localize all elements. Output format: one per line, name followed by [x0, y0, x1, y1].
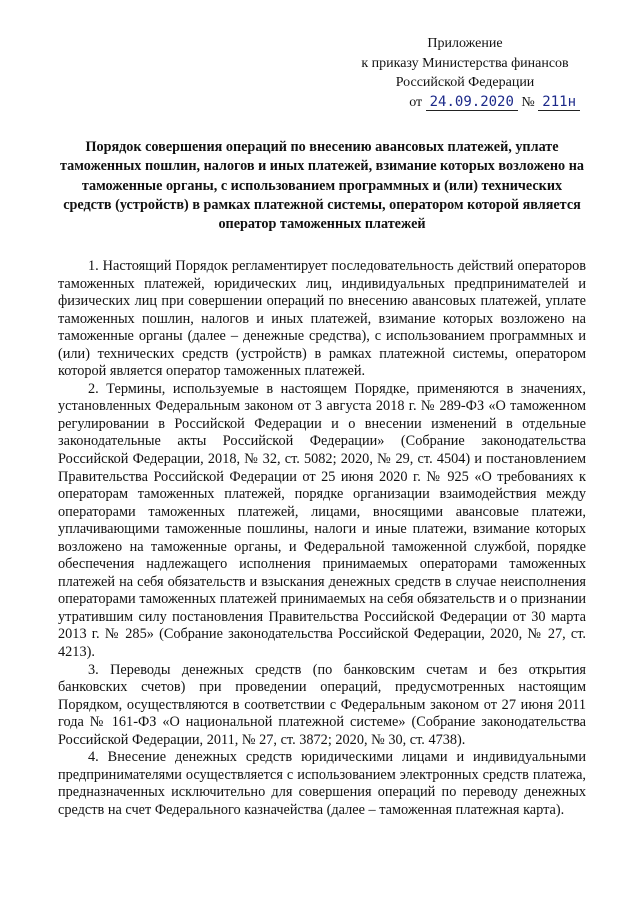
approval-order-ref: к приказу Министерства финансов	[361, 55, 569, 71]
handwritten-date: 24.09.2020	[426, 95, 518, 111]
paragraph-1: 1. Настоящий Порядок регламентирует последовательность действий операторов таможенных платежей, юридических лиц, индивидуальных предпринимателей и физических лиц при совершении операций по внесению авансовых платежей, уплате таможенных пошлин, налогов и иных платежей, взимание которых возложено на таможенные органы (далее – денежные средства), с использованием программных и (или) технических средств (устройств) в рамках платежной системы, оператором которой является оператор таможенных платежей.	[58, 258, 586, 380]
handwritten-number: 211н	[538, 95, 580, 111]
date-prefix: от	[409, 94, 423, 110]
paragraph-4: 4. Внесение денежных средств юридическими лицами и индивидуальными предпринимателями осуществляется с использованием электронных средств платежа, предназначенных исключительно для совершения операций по переводу денежных средств на счет Федерального казначейства (далее – таможенная платежная карта).	[58, 749, 586, 818]
approval-country: Российской Федерации	[395, 75, 535, 90]
paragraph-3: 3. Переводы денежных средств (по банковским счетам и без открытия банковских счетов) при проведении операций, предусмотренных настоящим Порядком, осуществляются в соответствии с Федеральным законом от 27 июня 2011 года № 161-ФЗ «О национальной платежной системе» (Собрание законодательства Российской Федерации, 2011, № 27, ст. 3872; 2020, № 30, ст. 4738).	[58, 661, 586, 748]
approval-heading: Приложение	[427, 36, 503, 51]
document-body	[58, 258, 586, 820]
approval-block	[340, 34, 590, 112]
paragraph-2: 2. Термины, используемые в настоящем Порядке, применяются в значениях, установленных Федеральным законом от 3 августа 2018 г. № 289-ФЗ «О таможенном регулировании в Российской Федерации и о внесении изменений в отдельные законодательные акты Российской Федерации» (Собрание законодательства Российской Федерации, 2018, № 32, ст. 5082; 2020, № 29, ст. 4504) и постановлением Правительства Российской Федерации от 25 июня 2020 г. № 925 «О требованиях к операторам таможенных платежей, порядке организации взаимодействия между операторами таможенных платежей, лицами, вносящими авансовые платежи, уплачивающими таможенные пошлины, налоги и иные платежи, взимание которых возложено на таможенные органы, и Федеральной таможенной службой, порядке обеспечения надлежащего исполнения принимаемых операторами таможенных платежей на себя обязательств и взыскания денежных средств в случае неисполнения операторами таможенных платежей принимаемых на себя обязательств и о признании утратившим силу постановления Правительства Российской Федерации от 30 марта 2013 г. № 285» (Собрание законодательства Российской Федерации, 2020, № 27, ст. 4213).	[58, 380, 586, 661]
document-title: Порядок совершения операций по внесению авансовых платежей, уплате таможенных пошлин, налогов и иных платежей, взимание которых возложено на таможенные органы, с использованием программных и (или) технических средств (устройств) в рамках платежной системы, оператором которой является оператор таможенных платежей	[60, 139, 584, 233]
number-prefix: №	[521, 94, 535, 110]
approval-date-number	[340, 93, 590, 113]
